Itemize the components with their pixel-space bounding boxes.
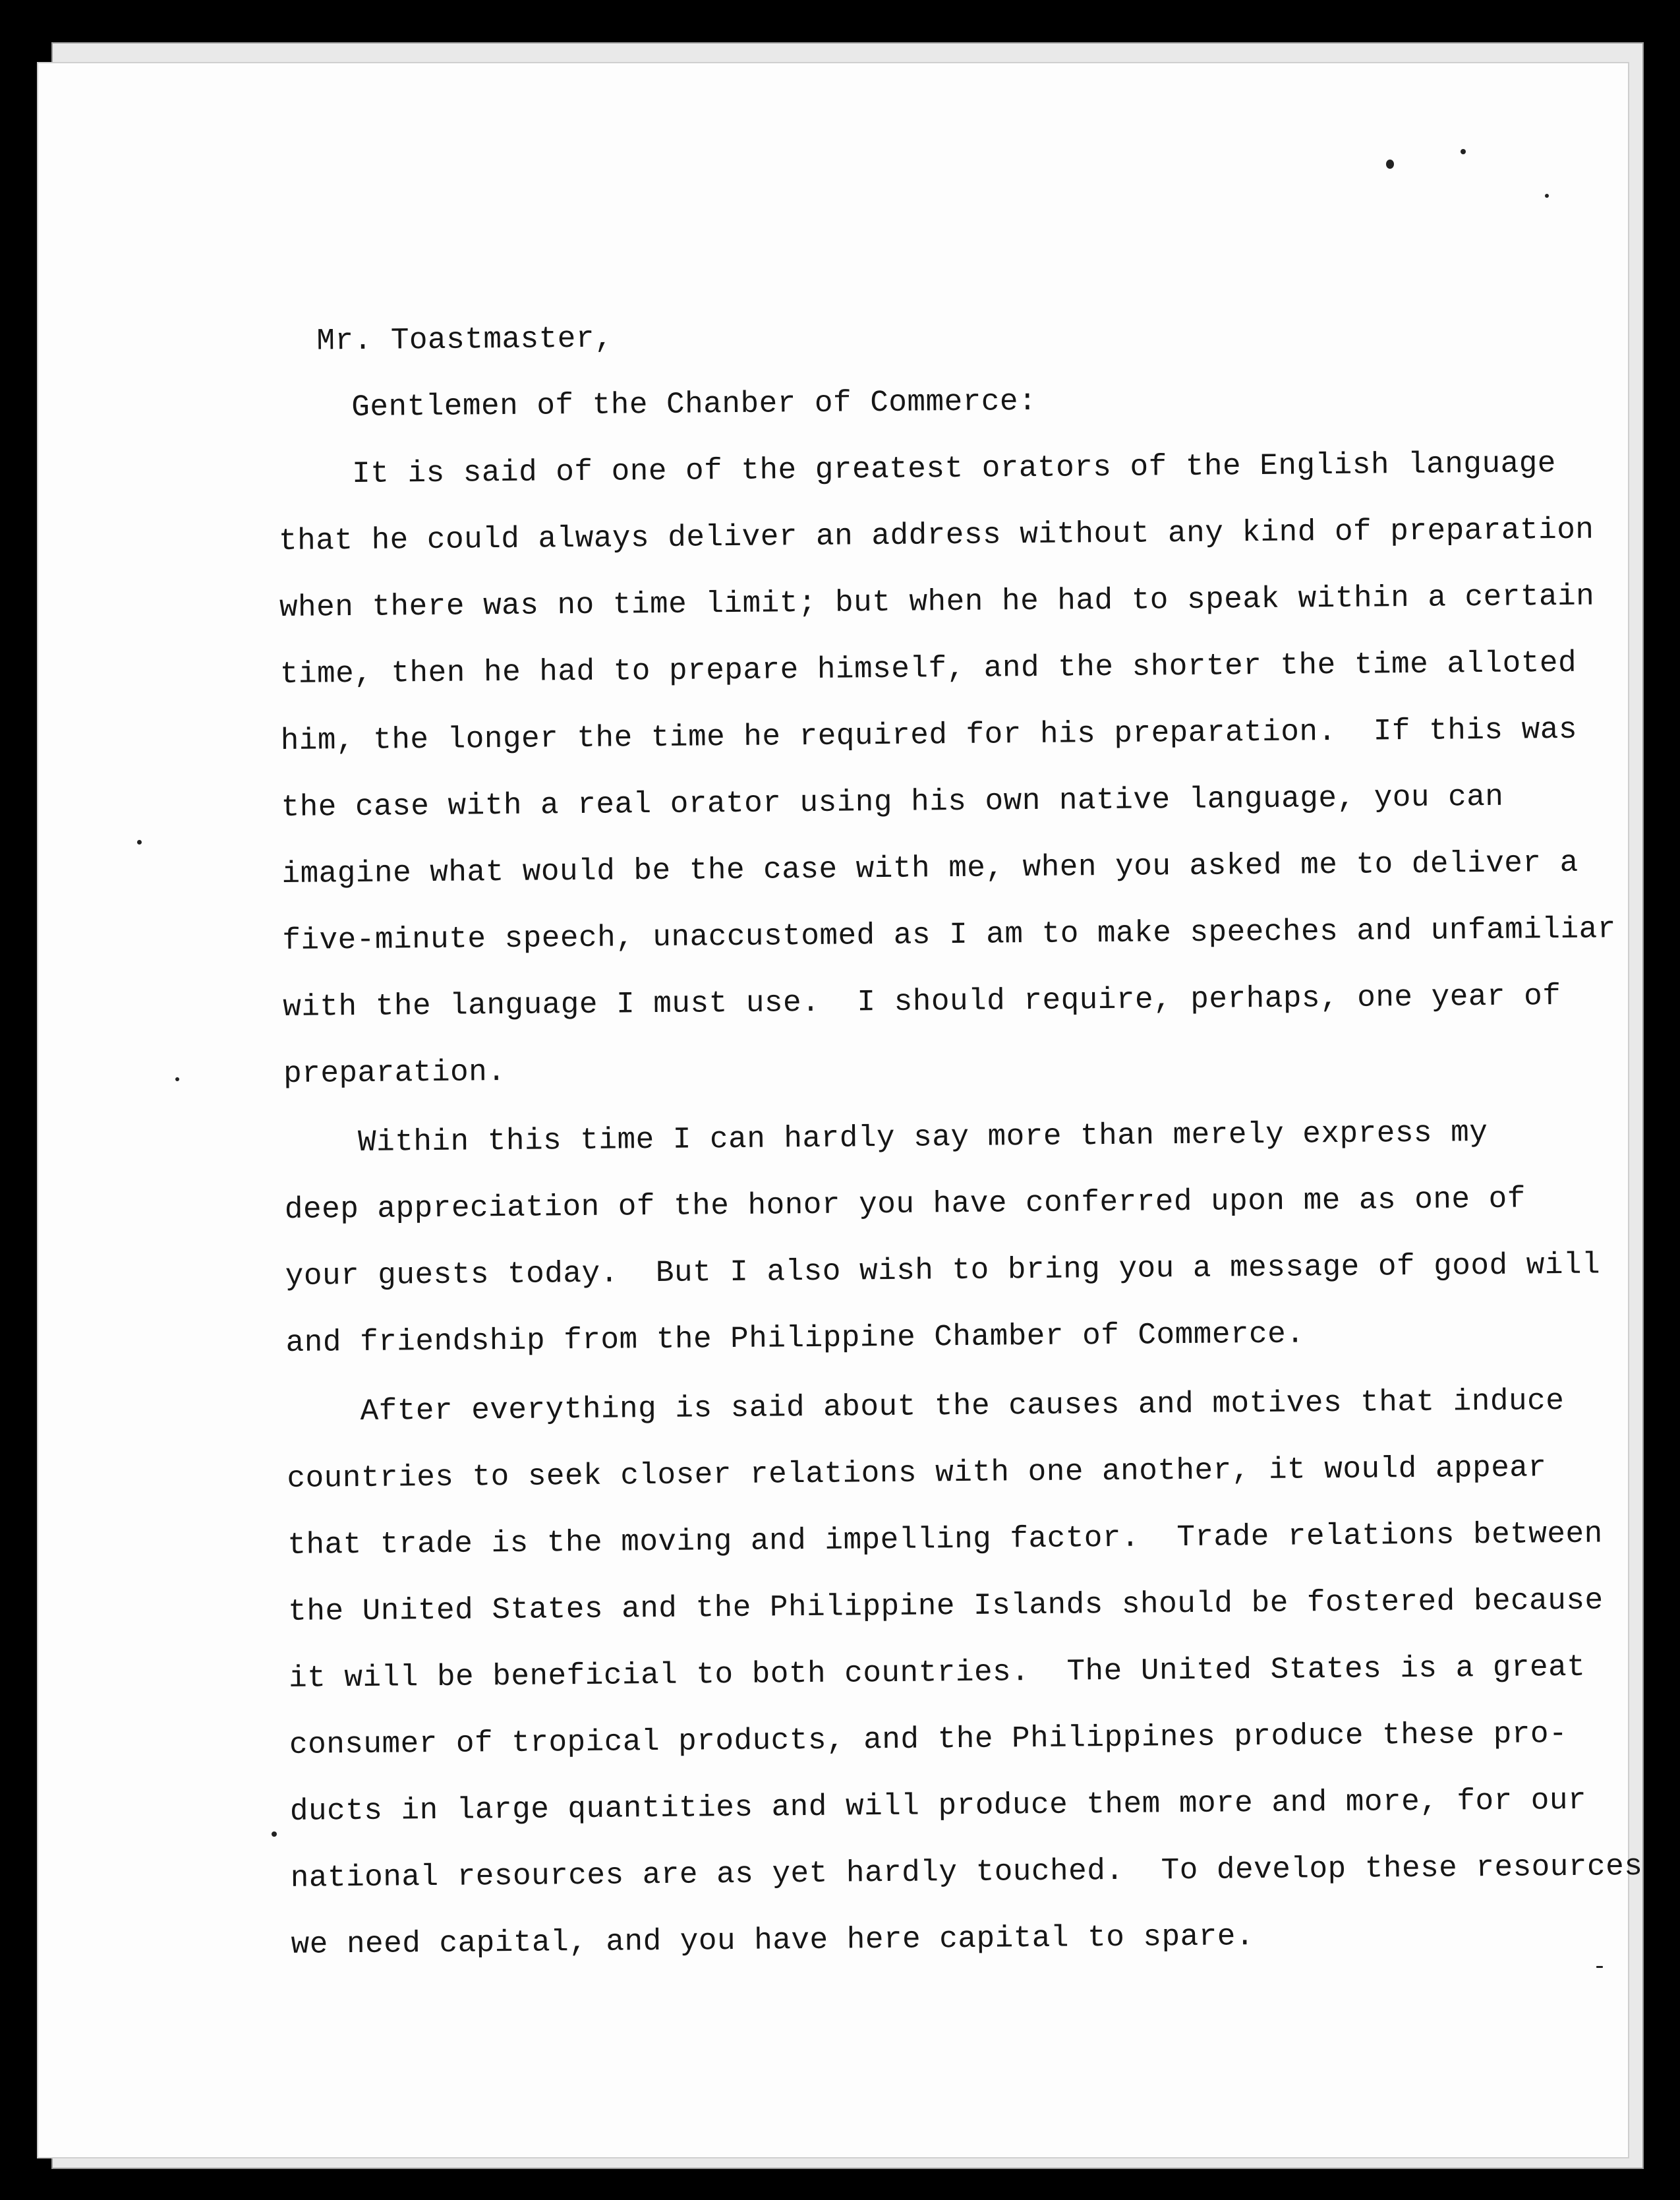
text-line: it will be beneficial to both countries. The United States is a great	[288, 1650, 1586, 1696]
text-line: national resources are as yet hardly touched. To develop these resources	[290, 1849, 1643, 1895]
speech-text	[277, 297, 1643, 1978]
text-line: the case with a real orator using his own native language, you can	[281, 779, 1504, 825]
text-line: that he could always deliver an address without any kind of preparation	[278, 512, 1594, 558]
ink-speck	[175, 1077, 179, 1081]
text-line: time, then he had to prepare himself, and the shorter the time alloted	[279, 645, 1577, 692]
paragraph-2	[284, 1099, 1601, 1377]
text-line: when there was no time limit; but when he had to speak within a certain	[279, 579, 1595, 625]
salutation-toastmaster: Mr. Toastmaster,	[316, 321, 614, 359]
text-line: we need capital, and you have here capital to spare.	[291, 1919, 1255, 1962]
text-line: that trade is the moving and impelling factor. Trade relations between	[287, 1516, 1603, 1562]
text-line: After everything is said about the causes and motives that induce	[360, 1384, 1565, 1429]
text-line: your guests today. But I also wish to bring you a message of good will	[285, 1247, 1601, 1293]
ink-speck	[1461, 149, 1466, 154]
ink-speck	[1596, 1966, 1603, 1968]
text-line: imagine what would be the case with me, when you asked me to deliver a	[281, 845, 1579, 891]
text-line: and friendship from the Philippine Chamber of Commerce.	[285, 1317, 1305, 1360]
paragraph-3	[286, 1368, 1643, 1978]
ink-speck	[1545, 194, 1549, 198]
text-line: Within this time I can hardly say more than merely express my	[357, 1115, 1488, 1160]
text-line: It is said of one of the greatest orators of the English language	[351, 446, 1557, 492]
ink-speck	[137, 840, 142, 845]
text-line: the United States and the Philippine Islands should be fostered because	[288, 1583, 1604, 1629]
text-line: five-minute speech, unaccustomed as I am to make speeches and unfamiliar	[282, 912, 1617, 958]
paragraph-1	[278, 431, 1617, 1108]
ink-speck	[1386, 160, 1394, 169]
salutation-gentlemen: Gentlemen of the Chanber of Commerce:	[351, 384, 1037, 425]
text-line: him, the longer the time he required for his preparation. If this was	[280, 712, 1578, 758]
ink-speck	[272, 1831, 277, 1837]
text-line: preparation.	[283, 1055, 506, 1091]
text-line: with the language I must use. I should require, perhaps, one year of	[283, 979, 1561, 1025]
text-line: ducts in large quantities and will produce them more and more, for our	[289, 1783, 1587, 1829]
text-line: consumer of tropical products, and the Philippines produce these pro-	[289, 1716, 1568, 1762]
text-line: deep appreciation of the honor you have conferred upon me as one of	[284, 1181, 1526, 1227]
text-line: countries to seek closer relations with one another, it would appear	[287, 1450, 1547, 1496]
